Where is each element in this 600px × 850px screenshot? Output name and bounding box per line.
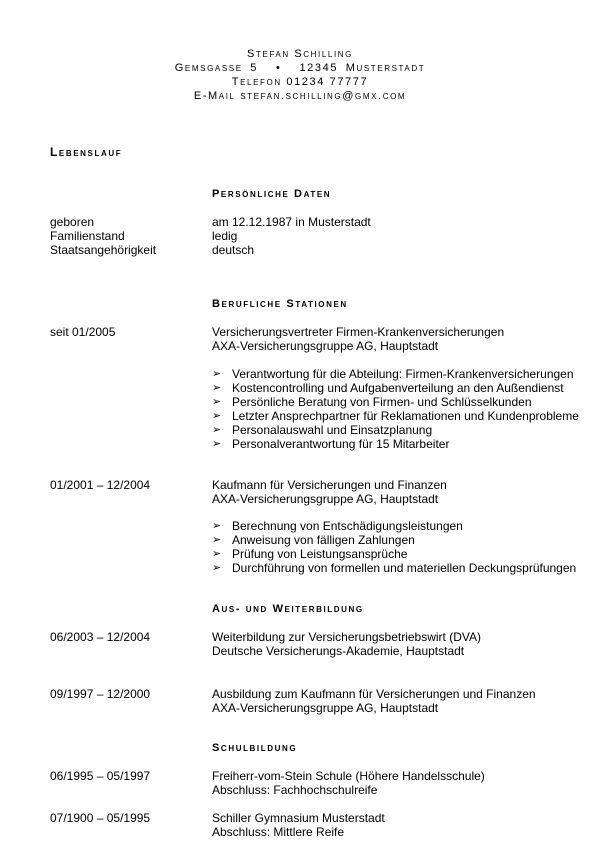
- section-title-training: Aus- und Weiterbildung: [212, 603, 364, 615]
- list-item: ➢ Letzter Ansprechpartner für Reklamationen und Kundenprobleme: [212, 409, 579, 423]
- personal-label: geboren: [50, 215, 95, 229]
- list-item: ➢ Anweisung von fälligen Zahlungen: [212, 533, 415, 547]
- training-title: Weiterbildung zur Versicherungsbetriebswirt (DVA): [212, 630, 481, 644]
- arrow-bullet-icon: ➢: [212, 382, 222, 394]
- personal-label: Familienstand: [50, 229, 125, 243]
- arrow-bullet-icon: ➢: [212, 396, 222, 408]
- section-title-school: Schulbildung: [212, 742, 298, 754]
- school-period: 06/1995 – 05/1997: [50, 769, 151, 783]
- job-position: Versicherungsvertreter Firmen-Krankenversicherungen: [212, 325, 505, 339]
- list-item: ➢ Personalverantwortung für 15 Mitarbeiter: [212, 437, 450, 451]
- address-line: [0, 61, 600, 75]
- school-period: 07/1900 – 05/1995: [50, 811, 151, 825]
- list-item: ➢ Verantwortung für die Abteilung: Firmen-Krankenversicherungen: [212, 367, 574, 381]
- list-item: ➢ Personalauswahl und Einsatzplanung: [212, 423, 433, 437]
- arrow-bullet-icon: ➢: [212, 562, 222, 574]
- person-name: Stefan Schilling: [246, 48, 353, 60]
- section-title-personal: Persönliche Daten: [212, 188, 332, 200]
- list-item: ➢ Prüfung von Leistungsansprüche: [212, 547, 408, 561]
- training-title: Ausbildung zum Kaufmann für Versicherungen und Finanzen: [212, 687, 536, 701]
- bullet-separator-icon: •: [276, 62, 282, 74]
- training-institution: AXA-Versicherungsgruppe AG, Hauptstadt: [212, 701, 439, 715]
- arrow-bullet-icon: ➢: [212, 424, 222, 436]
- city: 12345 Musterstadt: [299, 62, 426, 74]
- school-degree: Abschluss: Fachhochschulreife: [212, 783, 378, 797]
- job-company: AXA-Versicherungsgruppe AG, Hauptstadt: [212, 492, 439, 506]
- training-period: 06/2003 – 12/2004: [50, 630, 151, 644]
- section-title-career: Berufliche Stationen: [212, 298, 348, 310]
- email: E-Mail stefan.schilling@gmx.com: [193, 90, 407, 102]
- list-item: ➢ Kostencontrolling und Aufgabenverteilung an den Außendienst: [212, 381, 564, 395]
- arrow-bullet-icon: ➢: [212, 438, 222, 450]
- job-period: seit 01/2005: [50, 325, 116, 339]
- job-duties-list: [212, 519, 576, 575]
- street: Gemsgasse 5: [174, 62, 259, 74]
- list-item: ➢ Berechnung von Entschädigungsleistungen: [212, 519, 463, 533]
- job-duties-list: [212, 367, 579, 451]
- document-title: Lebenslauf: [50, 145, 123, 159]
- job-company: AXA-Versicherungsgruppe AG, Hauptstadt: [212, 339, 439, 353]
- training-institution: Deutsche Versicherungs-Akademie, Hauptstadt: [212, 644, 465, 658]
- arrow-bullet-icon: ➢: [212, 410, 222, 422]
- personal-value: deutsch: [212, 243, 255, 257]
- arrow-bullet-icon: ➢: [212, 548, 222, 560]
- arrow-bullet-icon: ➢: [212, 368, 222, 380]
- list-item: ➢ Persönliche Beratung von Firmen- und Schlüsselkunden: [212, 395, 532, 409]
- school-name: Freiherr-vom-Stein Schule (Höhere Handelsschule): [212, 769, 485, 783]
- school-degree: Abschluss: Mittlere Reife: [212, 825, 345, 839]
- job-position: Kaufmann für Versicherungen und Finanzen: [212, 478, 447, 492]
- list-item: ➢ Durchführung von formellen und materiellen Deckungsprüfungen: [212, 561, 577, 575]
- arrow-bullet-icon: ➢: [212, 520, 222, 532]
- personal-value: ledig: [212, 229, 238, 243]
- personal-label: Staatsangehörigkeit: [50, 243, 157, 257]
- arrow-bullet-icon: ➢: [212, 534, 222, 546]
- job-period: 01/2001 – 12/2004: [50, 478, 151, 492]
- school-name: Schiller Gymnasium Musterstadt: [212, 811, 385, 825]
- contact-header: [0, 47, 600, 103]
- phone: Telefon 01234 77777: [231, 76, 369, 88]
- personal-value: am 12.12.1987 in Musterstadt: [212, 215, 371, 229]
- training-period: 09/1997 – 12/2000: [50, 687, 151, 701]
